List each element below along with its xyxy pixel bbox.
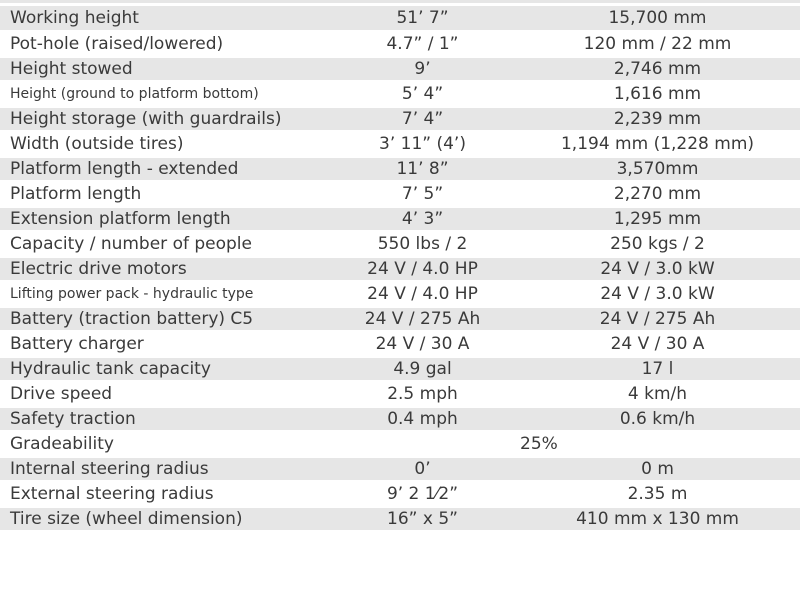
spec-value-imperial: 4.9 gal (340, 356, 505, 381)
spec-value-imperial: 3’ 11” (4’) (340, 131, 505, 156)
spec-label: Pot-hole (raised/lowered) (0, 31, 340, 56)
spec-value-metric: 0 m (505, 456, 800, 481)
spec-value-metric: 250 kgs / 2 (505, 231, 800, 256)
spec-value-metric: 4 km/h (505, 381, 800, 406)
spec-label: Height (ground to platform bottom) (0, 81, 340, 106)
spec-value-metric: 120 mm / 22 mm (505, 31, 800, 56)
spec-label: Electric drive motors (0, 256, 340, 281)
spec-label: Gradeability (0, 431, 340, 456)
table-row (0, 306, 800, 331)
spec-value-imperial: 24 V / 275 Ah (340, 306, 505, 331)
table-row (0, 431, 800, 456)
spec-label: Battery (traction battery) C5 (0, 306, 340, 331)
spec-value-metric: 15,700 mm (505, 6, 800, 31)
table-row (0, 6, 800, 31)
table-row (0, 31, 800, 56)
spec-value-metric: 1,194 mm (1,228 mm) (505, 131, 800, 156)
spec-value-imperial: 7’ 4” (340, 106, 505, 131)
spec-value-metric: 3,570mm (505, 156, 800, 181)
spec-value-imperial: 2.5 mph (340, 381, 505, 406)
spec-label: Width (outside tires) (0, 131, 340, 156)
table-row (0, 331, 800, 356)
spec-value-metric: 1,616 mm (505, 81, 800, 106)
spec-value-imperial: 24 V / 4.0 HP (340, 256, 505, 281)
spec-value-metric: 24 V / 3.0 kW (505, 256, 800, 281)
spec-label: Height stowed (0, 56, 340, 81)
spec-value-combined: 25% (340, 431, 800, 456)
table-row (0, 481, 800, 506)
spec-value-imperial: 0’ (340, 456, 505, 481)
spec-value-metric: 2.35 m (505, 481, 800, 506)
spec-value-metric: 24 V / 30 A (505, 331, 800, 356)
spec-label: Drive speed (0, 381, 340, 406)
spec-label: Tire size (wheel dimension) (0, 506, 340, 531)
spec-value-imperial: 550 lbs / 2 (340, 231, 505, 256)
table-row (0, 181, 800, 206)
table-row (0, 81, 800, 106)
table-row (0, 381, 800, 406)
table-row (0, 231, 800, 256)
spec-label: Platform length - extended (0, 156, 340, 181)
table-row (0, 406, 800, 431)
spec-value-metric: 2,239 mm (505, 106, 800, 131)
spec-value-imperial: 0.4 mph (340, 406, 505, 431)
spec-label: Extension platform length (0, 206, 340, 231)
spec-label: Safety traction (0, 406, 340, 431)
spec-label: Internal steering radius (0, 456, 340, 481)
table-row (0, 106, 800, 131)
spec-label: Capacity / number of people (0, 231, 340, 256)
spec-value-imperial: 11’ 8” (340, 156, 505, 181)
spec-label: Battery charger (0, 331, 340, 356)
spec-label: Working height (0, 6, 340, 31)
spec-value-imperial: 24 V / 30 A (340, 331, 505, 356)
table-row (0, 281, 800, 306)
table-row (0, 356, 800, 381)
spec-value-imperial: 51’ 7” (340, 6, 505, 31)
spec-value-imperial: 24 V / 4.0 HP (340, 281, 505, 306)
table-top-strip (0, 0, 800, 3)
table-row (0, 256, 800, 281)
table-row (0, 156, 800, 181)
spec-value-imperial: 9’ (340, 56, 505, 81)
spec-value-imperial: 16” x 5” (340, 506, 505, 531)
spec-value-metric: 24 V / 3.0 kW (505, 281, 800, 306)
spec-value-metric: 2,270 mm (505, 181, 800, 206)
table-row (0, 56, 800, 81)
spec-value-metric: 1,295 mm (505, 206, 800, 231)
spec-value-metric: 24 V / 275 Ah (505, 306, 800, 331)
spec-value-imperial: 7’ 5” (340, 181, 505, 206)
specifications-table-body (0, 6, 800, 531)
spec-value-imperial: 4.7” / 1” (340, 31, 505, 56)
specifications-table (0, 6, 800, 533)
spec-label: Platform length (0, 181, 340, 206)
table-row (0, 456, 800, 481)
table-row (0, 131, 800, 156)
spec-label: External steering radius (0, 481, 340, 506)
table-row (0, 206, 800, 231)
spec-value-imperial: 5’ 4” (340, 81, 505, 106)
spec-label: Height storage (with guardrails) (0, 106, 340, 131)
spec-value-metric: 0.6 km/h (505, 406, 800, 431)
spec-label: Hydraulic tank capacity (0, 356, 340, 381)
spec-value-metric: 2,746 mm (505, 56, 800, 81)
spec-value-metric: 410 mm x 130 mm (505, 506, 800, 531)
spec-value-imperial: 9’ 2 1⁄2” (340, 481, 505, 506)
spec-value-imperial: 4’ 3” (340, 206, 505, 231)
spec-value-metric: 17 l (505, 356, 800, 381)
table-row (0, 506, 800, 531)
spec-label: Lifting power pack - hydraulic type (0, 281, 340, 306)
